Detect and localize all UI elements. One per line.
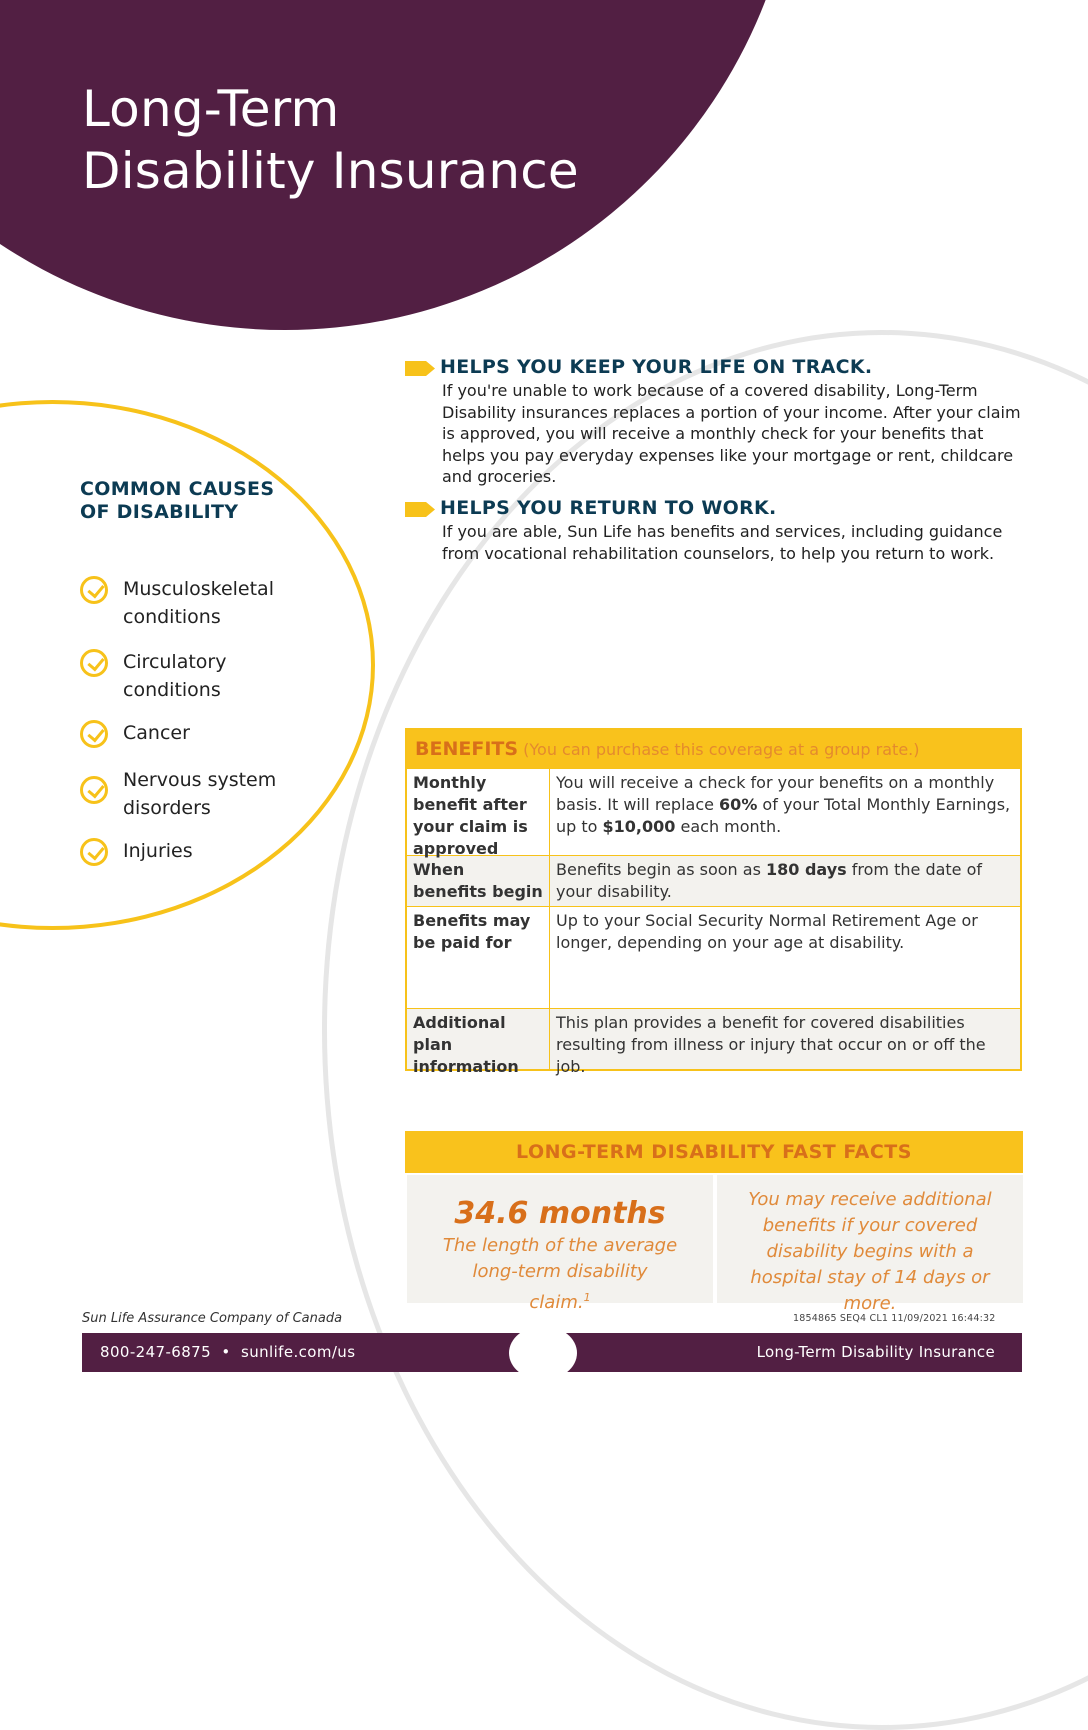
title-line-2: Disability Insurance xyxy=(82,142,579,200)
helps-body-1: If you're unable to work because of a covered disability, Long-Term Disability insurances replaces a portion of your income. After your claim is approved, you will receive a monthly check for your benefits that helps you pay everyday expenses like your mortgage or rent, childcare and groceries. xyxy=(442,381,1021,486)
check-circle-icon xyxy=(80,776,108,804)
fast-fact-note-box xyxy=(717,1175,1023,1314)
cause-item xyxy=(80,648,298,704)
causes-title: COMMON CAUSES OF DISABILITY xyxy=(80,478,275,523)
cause-label: Musculoskeletal conditions xyxy=(123,578,274,628)
check-circle-icon xyxy=(80,649,108,677)
cause-item xyxy=(80,719,298,748)
cause-item xyxy=(80,837,298,866)
footnote-marker: 1 xyxy=(583,1291,591,1304)
fast-fact-stat: 34.6 months xyxy=(454,1196,666,1231)
arrow-icon xyxy=(405,361,435,376)
benefits-header xyxy=(407,730,1020,768)
table-row xyxy=(407,768,1020,858)
check-circle-icon xyxy=(80,720,108,748)
fast-fact-note: You may receive additional benefits if your covered disability begins with a hospital stay of 14 days or more. xyxy=(748,1189,992,1314)
table-row xyxy=(407,906,1020,1008)
helps-body-2: If you are able, Sun Life has benefits and services, including guidance from vocational rehabilitation counselors, to help you return to work. xyxy=(442,522,1003,563)
benefits-table xyxy=(405,728,1022,1076)
cause-item xyxy=(80,575,298,631)
row-label: Additional plan information xyxy=(407,1009,550,1069)
fast-facts-title: LONG-TERM DISABILITY FAST FACTS xyxy=(405,1131,1023,1173)
table-row xyxy=(407,1008,1020,1076)
company-name: Sun Life Assurance Company of Canada xyxy=(82,1311,343,1326)
check-circle-icon xyxy=(80,576,108,604)
helps-heading-1: HELPS YOU KEEP YOUR LIFE ON TRACK. xyxy=(440,356,873,378)
title-line-1: Long-Term xyxy=(82,80,340,138)
cause-label: Cancer xyxy=(123,722,190,744)
row-value: You will receive a check for your benefits on a monthly basis. It will replace 60% of your Total Monthly Earnings, up to $10,000 each month. xyxy=(556,773,1011,836)
cause-label: Nervous system disorders xyxy=(123,769,277,819)
fast-fact-stat-box xyxy=(407,1175,713,1313)
row-value: Benefits begin as soon as 180 days from the date of your disability. xyxy=(556,860,983,901)
row-value: Up to your Social Security Normal Retirement Age or longer, depending on your age at disability. xyxy=(556,911,978,952)
document-id: 1854865 SEQ4 CL1 11/09/2021 16:44:32 xyxy=(793,1313,996,1324)
row-label: When benefits begin xyxy=(407,856,550,906)
row-label: Benefits may be paid for xyxy=(407,907,550,1008)
footer-doc-title: Long-Term Disability Insurance xyxy=(756,1343,995,1361)
fast-fact-stat-desc: The length of the average long-term disability claim.$^1$ xyxy=(442,1235,678,1313)
cause-item xyxy=(80,766,298,822)
benefits-title: BENEFITS xyxy=(415,738,519,760)
page-title xyxy=(82,78,579,202)
footer-contact: 800-247-6875 • sunlife.com/us xyxy=(100,1343,356,1361)
table-row xyxy=(407,855,1020,906)
cause-label: Circulatory conditions xyxy=(123,651,227,701)
row-value: This plan provides a benefit for covered disabilities resulting from illness or injury that occur on or off the job. xyxy=(556,1013,986,1076)
footer-notch xyxy=(509,1326,577,1380)
cause-label: Injuries xyxy=(123,840,193,862)
arrow-icon xyxy=(405,502,435,517)
helps-heading-2: HELPS YOU RETURN TO WORK. xyxy=(440,497,777,519)
row-label: Monthly benefit after your claim is approved xyxy=(407,769,550,855)
check-circle-icon xyxy=(80,838,108,866)
benefits-subtitle: (You can purchase this coverage at a group rate.) xyxy=(523,740,920,759)
